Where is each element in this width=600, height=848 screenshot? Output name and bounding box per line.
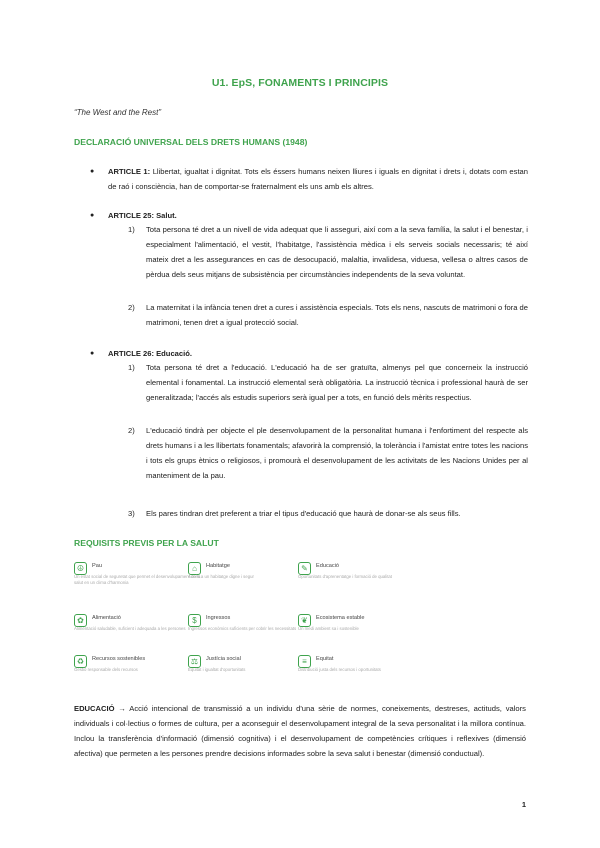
bullet: ●	[90, 168, 95, 175]
equity-icon: ≡	[298, 655, 311, 668]
article-25-item-2	[128, 300, 528, 330]
req-title: Pau	[92, 563, 102, 569]
bullet: ●	[90, 212, 95, 219]
req-title: Equitat	[316, 656, 334, 662]
req-title: Habitatge	[206, 563, 230, 569]
article-26-item-1	[128, 360, 528, 405]
item-text: L'educació tindrà per objecte el ple desenvolupament de la personalitat humana i l'enfortiment del respecte als drets humans i a les llibertats fonamentals; afavorirà la comprensió, la tolerància i l'amistat entre totes les nacions i tots els grups ètnics o religiosos, i promourà el desenvolupament de les activitats de les Nacions Unides per al manteniment de la pau.	[146, 426, 528, 480]
req-desc: Oportunitats d'aprenentatge i formació de qualitat	[298, 574, 392, 579]
page-title: U1. EpS, FONAMENTS I PRINCIPIS	[211, 77, 389, 89]
item-number: 2)	[128, 426, 135, 435]
item-number: 3)	[128, 509, 135, 518]
req-desc: Gestió responsable dels recursos	[74, 667, 138, 672]
req-title: Ingressos	[206, 615, 231, 621]
educacio-label: EDUCACIÓ →	[74, 704, 126, 713]
item-text: La maternitat i la infància tenen dret a cures i assistència especials. Tots els nens, nascuts de matrimoni o fora de matrimoni, tenen dret a igual protecció social.	[146, 303, 528, 327]
article-25	[90, 208, 528, 223]
leaf-icon: ❦	[298, 614, 311, 627]
req-equitat	[298, 655, 438, 691]
req-desc: Distribució justa dels recursos i oportunitats	[298, 667, 381, 672]
article-26-item-3	[128, 506, 528, 521]
article-1	[90, 164, 528, 194]
recycle-icon: ♻	[74, 655, 87, 668]
req-ecosistema	[298, 614, 438, 650]
article-26	[90, 346, 528, 361]
requirements-grid	[74, 562, 526, 682]
req-educacio	[298, 562, 438, 598]
section-heading-requisits: REQUISITS PREVIS PER LA SALUT	[74, 538, 219, 548]
pencil-icon: ✎	[298, 562, 311, 575]
req-title: Recursos sostenibles	[92, 656, 146, 662]
req-title: Educació	[316, 563, 340, 569]
quote: “The West and the Rest”	[74, 108, 161, 117]
food-icon: ✿	[74, 614, 87, 627]
article-26-item-2	[128, 423, 528, 483]
money-icon: $	[188, 614, 201, 627]
section-heading-declaracio: DECLARACIÓ UNIVERSAL DELS DRETS HUMANS (1948)	[74, 137, 308, 147]
item-number: 1)	[128, 225, 135, 234]
item-number: 2)	[128, 303, 135, 312]
req-title: Ecosistema estable	[316, 615, 365, 621]
scales-icon: ⚖	[188, 655, 201, 668]
item-text: Els pares tindran dret preferent a triar el tipus d'educació que haurà de donar-se als seus fills.	[146, 509, 461, 518]
req-title: Justícia social	[206, 656, 241, 662]
req-desc: Ingressos econòmics suficients per cobrir les necessitats	[188, 626, 297, 631]
article-25-item-1	[128, 222, 528, 282]
educacio-text: Acció intencional de transmissió a un individu d'una sèrie de normes, coneixements, destreses, actituds, valors individuals i col·lectius o formes de cultura, per a aconseguir el desenvolupament integral de la seva personalitat i la millora contínua. Inclou la transferència d'informació (dimensió cognitiva) i el desenvolupament de competències crítiques i reflexives (dimensió afectiva) que permeten a les persones prendre decisions informades sobre la seva salut i benestar (dimensió conductual).	[74, 704, 526, 758]
req-desc: Equitat i igualtat d'oportunitats	[188, 667, 246, 672]
article-25-label: ARTICLE 25: Salut.	[108, 211, 177, 220]
req-desc: Alimentació saludable, suficient i adequada a les persones	[74, 626, 186, 631]
house-icon: ⌂	[188, 562, 201, 575]
article-1-text: Llibertat, igualtat i dignitat. Tots els éssers humans neixen lliures i iguals en dignitat i drets i, dotats com estan de raó i consciència, han de comportar-se fraternalment els uns amb els altres.	[108, 167, 529, 191]
req-title: Alimentació	[92, 615, 121, 621]
req-desc: Un medi ambient sa i sostenible	[298, 626, 359, 631]
item-text: Tota persona té dret a l'educació. L'educació ha de ser gratuïta, almenys pel que concerneix la instrucció elemental i fonamental. La instrucció elemental serà obligatòria. La instrucció tècnica i professional haurà de ser generalitzada; l'accés als estudis superiors serà igual per a tots, en funció dels mèrits respectius.	[146, 363, 528, 402]
article-26-label: ARTICLE 26: Educació.	[108, 349, 192, 358]
article-1-label: ARTICLE 1:	[108, 167, 151, 176]
page-number: 1	[521, 800, 526, 809]
item-text: Tota persona té dret a un nivell de vida adequat que li asseguri, així com a la seva família, la salut i el benestar, i especialment l'alimentació, el vestit, l'habitatge, l'assistència mèdica i els serveis socials necessaris; té així mateix dret a les assegurances en cas de desocupació, malaltia, invalidesa, viduesa, vellesa o altres casos de pèrdua dels seus mitjans de subsistència per circumstàncies independents de la seva voluntat.	[146, 225, 528, 279]
item-number: 1)	[128, 363, 135, 372]
bullet: ●	[90, 350, 95, 357]
educacio-definition	[74, 701, 526, 761]
req-desc: Un estat social de seguretat que permet el desenvolupament de la salut en un clima d'harmonia	[74, 574, 201, 585]
req-desc: Accés a un habitatge digne i segur	[188, 574, 254, 579]
peace-icon: ☮	[74, 562, 87, 575]
